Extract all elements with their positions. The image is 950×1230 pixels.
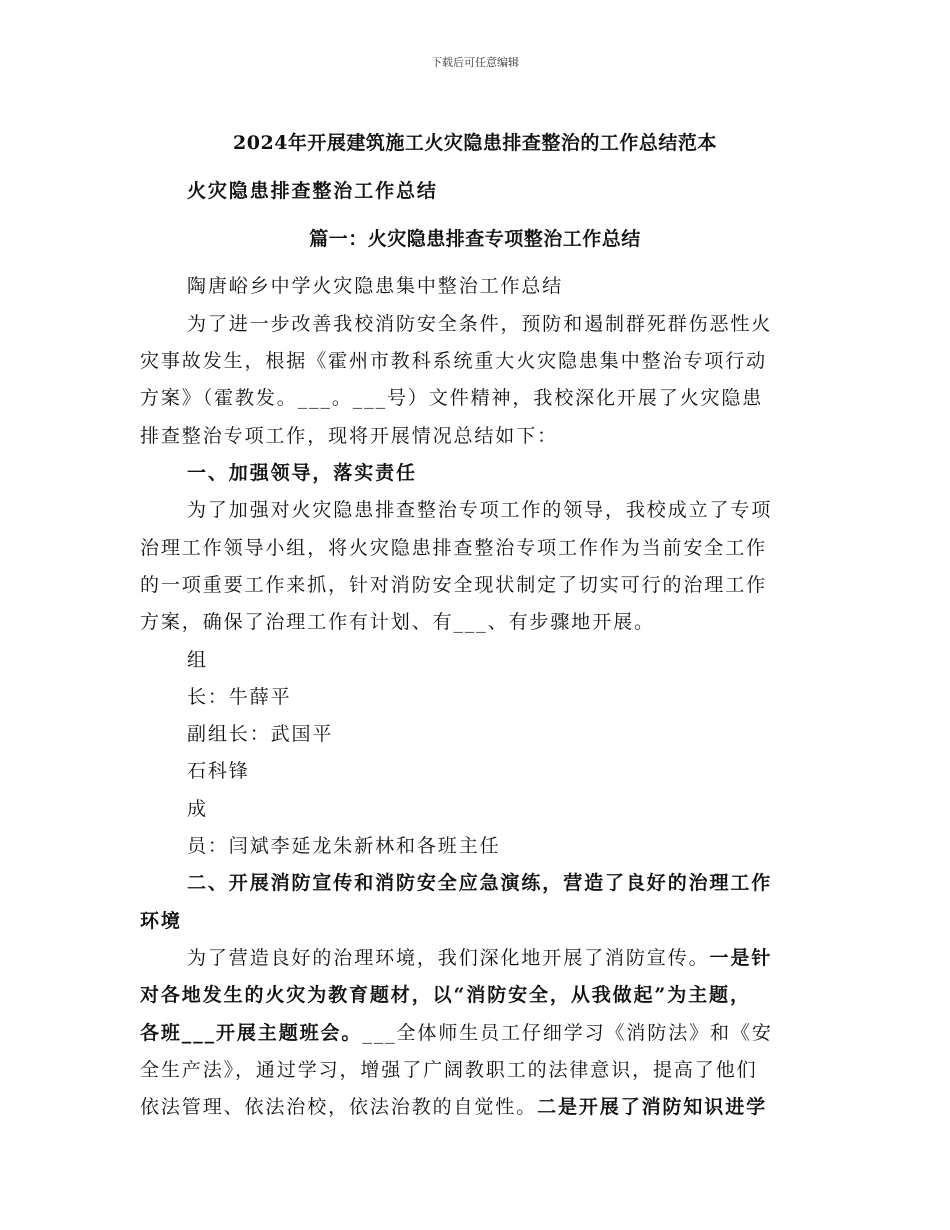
paragraph-line: 全生产法》，通过学习，增强了广阔教职工的法律意识，提高了他们 (140, 1059, 758, 1081)
member-line: 成 (187, 798, 208, 820)
text-run-bold: 二是开展了消防知识进学 (537, 1096, 768, 1118)
section-heading: 环境 (140, 910, 182, 932)
article-heading: 篇一：火灾隐患排查专项整治工作总结 (309, 228, 641, 250)
paragraph-line: 方案》（霍教发。___。___号）文件精神，我校深化开展了火灾隐患 (140, 387, 764, 409)
member-line: 组 (187, 649, 208, 671)
paragraph-line: 的一项重要工作来抓，针对消防安全现状制定了切实可行的治理工作 (140, 574, 768, 596)
member-line: 员：闫斌李延龙朱新林和各班主任 (187, 835, 501, 857)
article-subtitle: 陶唐峪乡中学火灾隐患集中整治工作总结 (187, 275, 564, 297)
paragraph-line (140, 1092, 812, 1119)
paragraph-line: 排查整治专项工作，现将开展情况总结如下： (140, 425, 559, 447)
text-run-bold: 一是针 (709, 947, 773, 969)
paragraph-line (140, 1018, 812, 1045)
paragraph-line: 灾事故发生，根据《霍州市教科系统重大火灾隐患集中整治专项行动 (140, 350, 768, 372)
paragraph-line: 为了加强对火灾隐患排查整治专项工作的领导，我校成立了专项 (187, 499, 773, 521)
text-run-bold: 各班___开展主题班会。 (140, 1022, 363, 1044)
text-run: 依法管理、依法治校，依法治教的自觉性。 (140, 1096, 538, 1118)
paragraph-line: 方案，确保了治理工作有计划、有___、有步骤地开展。 (140, 611, 655, 633)
paragraph-line (187, 943, 859, 970)
section-heading: 一、加强领导，落实责任 (187, 462, 417, 484)
document-title: 2024年开展建筑施工火灾隐患排查整治的工作总结范本 (233, 132, 717, 154)
text-run: ___全体师生员工仔细学习《消防法》和《安 (362, 1022, 773, 1044)
paragraph-line: 治理工作领导小组，将火灾隐患排查整治专项工作作为当前安全工作 (140, 537, 768, 559)
member-line: 副组长：武国平 (187, 723, 334, 745)
member-line: 长：牛薛平 (187, 686, 292, 708)
member-line: 石科锋 (187, 760, 250, 782)
paragraph-line: 对各地发生的火灾为教育题材，以“消防安全，从我做起”为主题， (140, 984, 751, 1006)
paragraph-line: 为了进一步改善我校消防安全条件，预防和遏制群死群伤恶性火 (187, 313, 773, 335)
page-header-note: 下载后可任意编辑 (431, 56, 519, 69)
section-heading: 二、开展消防宣传和消防安全应急演练，营造了良好的治理工作 (187, 872, 773, 894)
text-run: 为了营造良好的治理环境，我们深化地开展了消防宣传。 (187, 947, 710, 969)
section-heading: 火灾隐患排查整治工作总结 (187, 180, 438, 202)
